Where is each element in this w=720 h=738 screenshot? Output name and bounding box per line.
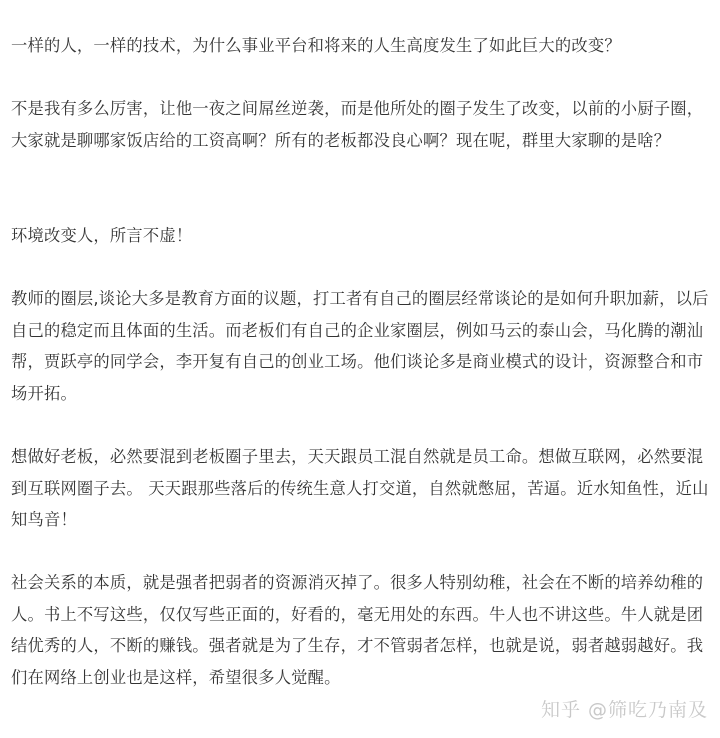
zhihu-watermark: 知乎 @筛吃乃南及 — [540, 699, 708, 721]
paragraph-1: 一样的人，一样的技术，为什么事业平台和将来的人生高度发生了如此巨大的改变？ — [11, 36, 621, 55]
paragraph-4: 教师的圈层,谈论大多是教育方面的议题，打工者有自己的圈层经常谈论的是如何升职加薪，以后自己的稳定而且体面的生活。而老板们有自己的企业家圈层，例如马云的泰山会，马化腾的潮汕帮，贾跃亭的同学会，李开复有自己的创业工场。他们谈论多是商业模式的设计，资源整合和市场开拓。 — [11, 289, 709, 403]
paragraph-5: 想做好老板，必然要混到老板圈子里去，天天跟员工混自然就是员工命。想做互联网，必然要混到互联网圈子去。 天天跟那些落后的传统生意人打交道，自然就憋屈，苦逼。近水知鱼性，近山知鸟音！ — [11, 447, 709, 529]
paragraph-2: 不是我有多么厉害，让他一夜之间屌丝逆袭，而是他所处的圈子发生了改变，以前的小厨子圈，大家就是聊哪家饭店给的工资高啊？所有的老板都没良心啊？现在呢，群里大家聊的是啥？ — [11, 99, 704, 150]
paragraph-3: 环境改变人，所言不虚！ — [11, 226, 193, 245]
paragraph-6: 社会关系的本质，就是强者把弱者的资源消灭掉了。很多人特别幼稚，社会在不断的培养幼稚的人。书上不写这些，仅仅写些正面的，好看的，毫无用处的东西。牛人也不讲这些。牛人就是团结优秀的人，不断的赚钱。强者就是为了生存，才不管弱者怎样，也就是说，弱者越弱越好。我们在网络上创业也是这样，希望很多人觉醒。 — [11, 573, 704, 687]
